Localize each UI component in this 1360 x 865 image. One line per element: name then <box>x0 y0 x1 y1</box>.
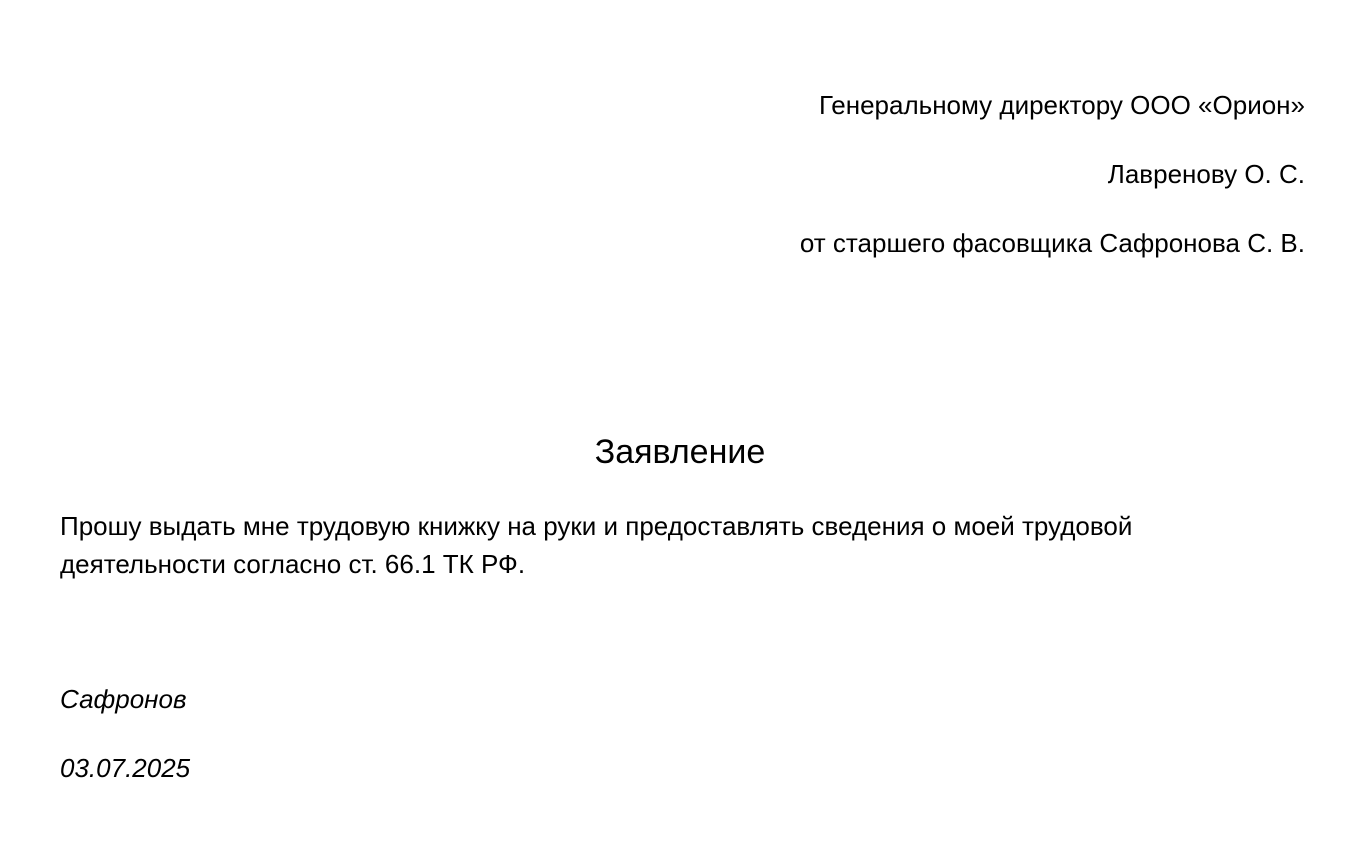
recipient-name: Лавренову О. С. <box>1107 159 1305 190</box>
document-title: Заявление <box>594 433 766 471</box>
signature-name: Сафронов <box>60 684 187 714</box>
recipient-position: Генеральному директору ООО «Орион» <box>818 90 1305 120</box>
document-body: Прошу выдать мне трудовую книжку на руки и предоставлять сведения о моей трудовой деятельности согласно ст. 66.1 ТК РФ. <box>60 511 1133 579</box>
sender-line: от старшего фасовщика Сафронова С. В. <box>799 228 1305 259</box>
signature-date: 03.07.2025 <box>60 753 191 783</box>
recipient-block <box>800 90 1305 260</box>
